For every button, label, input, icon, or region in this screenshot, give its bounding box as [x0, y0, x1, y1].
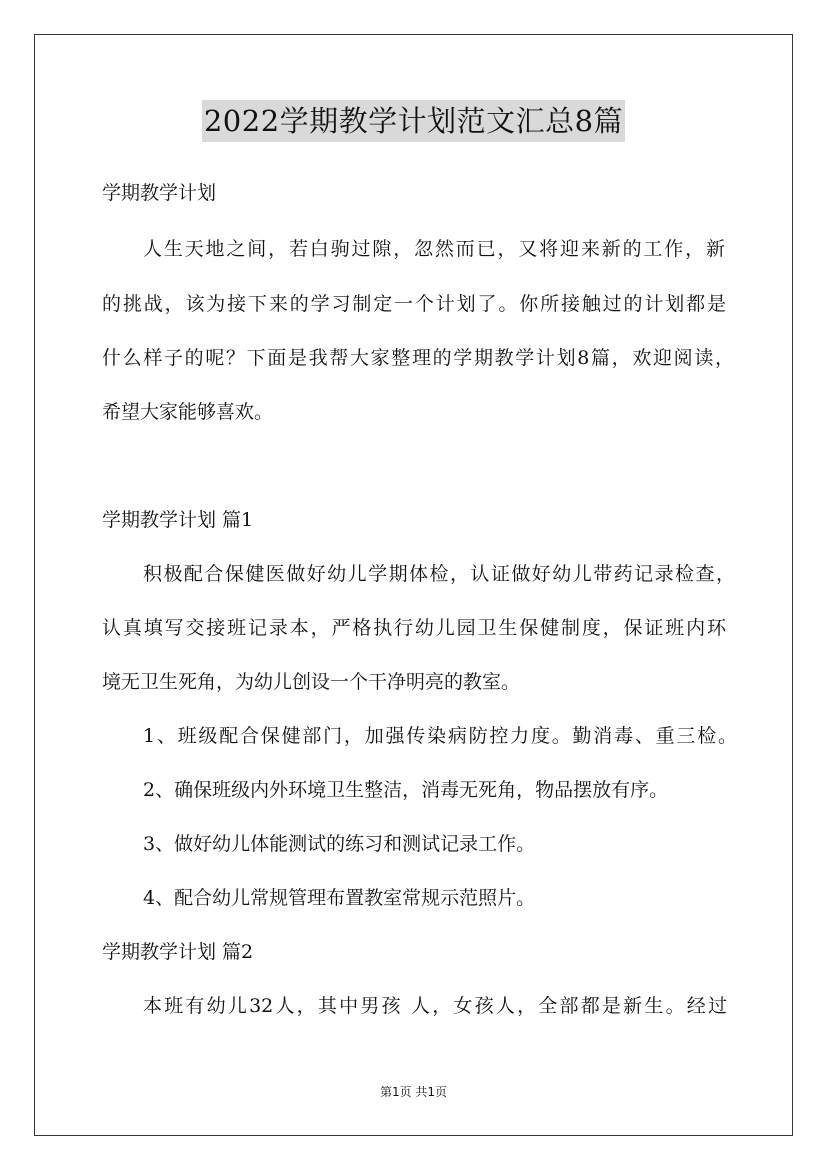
section2-line-1: 本班有幼儿32人，其中男孩 人，女孩人，全部都是新生。经过: [143, 995, 727, 1017]
intro-line-4: 希望大家能够喜欢。: [102, 401, 274, 423]
section1-heading: 学期教学计划 篇1: [102, 509, 254, 531]
title-container: [0, 100, 827, 142]
section1-line-2: 认真填写交接班记录本，严格执行幼儿园卫生保健制度，保证班内环: [102, 617, 726, 639]
document-title: 2022学期教学计划范文汇总8篇: [202, 100, 625, 142]
section2-heading: 学期教学计划 篇2: [102, 941, 254, 963]
section1-item-3: 3、做好幼儿体能测试的练习和测试记录工作。: [143, 833, 536, 855]
intro-line-2: 的挑战，该为接下来的学习制定一个计划了。你所接触过的计划都是: [102, 293, 726, 315]
page-footer: 第1页 共1页: [379, 1085, 448, 1099]
intro-line-3: 什么样子的呢？下面是我帮大家整理的学期教学计划8篇，欢迎阅读，: [102, 347, 734, 369]
section1-item-4: 4、配合幼儿常规管理布置教室常规示范照片。: [143, 887, 536, 909]
intro-line-1: 人生天地之间，若白驹过隙，忽然而已，又将迎来新的工作，新: [143, 238, 725, 260]
intro-heading: 学期教学计划: [102, 182, 217, 204]
section1-line-3: 境无卫生死角，为幼儿创设一个干净明亮的教室。: [102, 671, 521, 693]
section1-item-1: 1、班级配合保健部门，加强传染病防控力度。勤消毒、重三检。: [143, 725, 737, 747]
section1-item-2: 2、确保班级内外环境卫生整洁，消毒无死角，物品摆放有序。: [143, 779, 669, 801]
section1-line-1: 积极配合保健医做好幼儿学期体检，认证做好幼儿带药记录检查，: [143, 563, 735, 585]
